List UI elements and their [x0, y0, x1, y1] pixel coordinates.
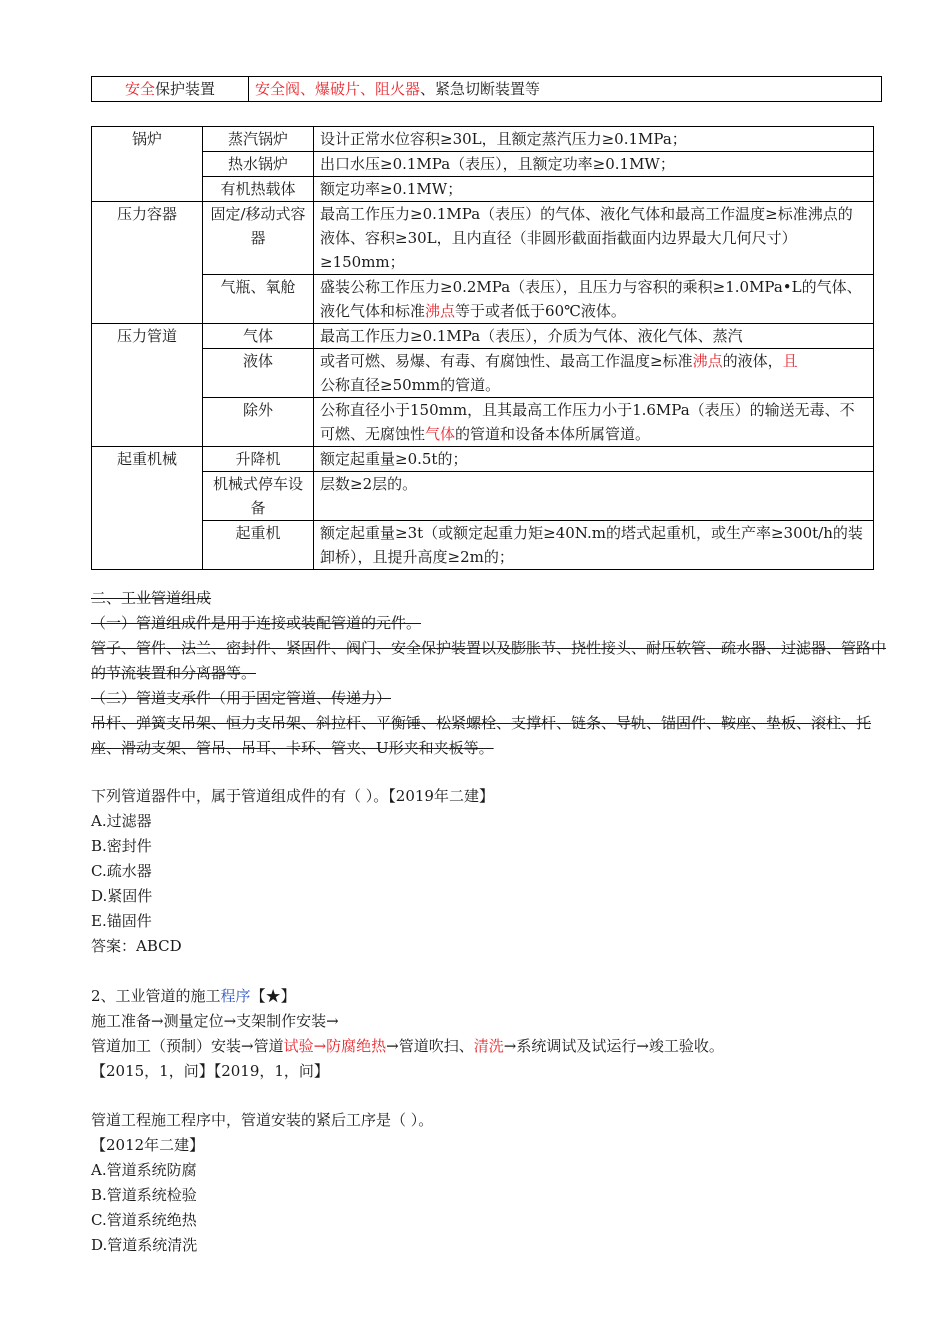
label-red-text: 安全	[124, 80, 155, 98]
question-source: 【2012年二建】	[91, 1136, 205, 1154]
table-row	[92, 349, 874, 398]
desc-cell: 层数≥2层的。	[314, 472, 874, 521]
desc-cell	[314, 275, 874, 324]
option: A.管道系统防腐	[91, 1161, 197, 1179]
table-row	[92, 398, 874, 447]
question-1	[91, 784, 891, 959]
process-line: 施工准备→测量定位→支架制作安装→	[91, 1012, 339, 1030]
category-cell: 起重机械	[92, 447, 203, 570]
special-equipment-table	[91, 126, 874, 570]
process-text: →管道吹扫、	[386, 1037, 474, 1055]
option: D.紧固件	[91, 887, 153, 905]
struck-heading: 二、工业管道组成	[91, 589, 212, 607]
table-row	[92, 521, 874, 570]
type-cell: 热水锅炉	[203, 152, 314, 177]
desc-red-text: 且	[782, 352, 798, 370]
desc-text: 或者可燃、易爆、有毒、有腐蚀性、最高工作温度≥标准	[320, 352, 693, 370]
type-cell: 除外	[203, 398, 314, 447]
table-row	[92, 202, 874, 275]
desc-red-text: 气体	[425, 425, 456, 443]
desc-red-text: 沸点	[692, 352, 723, 370]
type-cell: 蒸汽锅炉	[203, 127, 314, 152]
desc-cell: 出口水压≥0.1MPa（表压），且额定功率≥0.1MW；	[314, 152, 874, 177]
type-cell: 有机热载体	[203, 177, 314, 202]
type-cell: 固定/移动式容器	[203, 202, 314, 275]
category-cell: 锅炉	[92, 127, 203, 202]
label-text: 保护装置	[155, 80, 216, 98]
type-cell: 起重机	[203, 521, 314, 570]
desc-cell: 额定起重量≥0.5t的；	[314, 447, 874, 472]
heading-star-text: 【★】	[250, 987, 296, 1005]
desc-red-text: 沸点	[425, 302, 456, 320]
safety-device-items-cell	[249, 77, 882, 102]
desc-text: 盛装公称工作压力≥0.2MPa（表压），且压力与容积的乘积≥1.0MPa•L的气体、液化气体和标准	[320, 278, 862, 320]
process-text: →系统调试及试运行→竣工验收。	[503, 1037, 724, 1055]
table-row	[92, 152, 874, 177]
desc-text: 等于或者低于60℃液体。	[455, 302, 626, 320]
desc-text: 的液体，	[722, 352, 783, 370]
process-red-text: 试验→防腐绝热	[283, 1037, 387, 1055]
option: E.锚固件	[91, 912, 152, 930]
heading-blue-text: 程序	[220, 987, 251, 1005]
section-heading	[91, 984, 891, 1009]
items-rest-text: 、紧急切断装置等	[420, 80, 541, 98]
process-line	[91, 1034, 891, 1059]
items-red-text: 安全阀、爆破片、阻火器	[255, 80, 421, 98]
question-2	[91, 1108, 891, 1258]
answer: 答案：ABCD	[91, 937, 182, 955]
safety-device-label-cell	[92, 77, 249, 102]
struck-line: 管子、管件、法兰、密封件、紧固件、阀门、安全保护装置以及膨胀节、挠性接头、耐压软管、疏水器、过滤器、管路中的节流装置和分离器等。	[91, 639, 887, 682]
section-2	[91, 984, 891, 1084]
desc-text: 的管道和设备本体所属管道。	[455, 425, 651, 443]
desc-cell	[314, 349, 874, 398]
struck-section	[91, 586, 891, 761]
table-row	[92, 472, 874, 521]
process-red-text: 清洗	[473, 1037, 504, 1055]
type-cell: 升降机	[203, 447, 314, 472]
desc-cell: 最高工作压力≥0.1MPa（表压），介质为气体、液化气体、蒸汽	[314, 324, 874, 349]
option: C.疏水器	[91, 862, 152, 880]
exam-reference: 【2015，1，问】【2019，1，问】	[91, 1062, 329, 1080]
desc-cell: 设计正常水位容积≥30L，且额定蒸汽压力≥0.1MPa；	[314, 127, 874, 152]
option: C.管道系统绝热	[91, 1211, 197, 1229]
category-cell: 压力容器	[92, 202, 203, 324]
type-cell: 机械式停车设备	[203, 472, 314, 521]
type-cell: 液体	[203, 349, 314, 398]
option: A.过滤器	[91, 812, 152, 830]
heading-text: 2、工业管道的施工	[91, 987, 221, 1005]
desc-cell: 额定功率≥0.1MW；	[314, 177, 874, 202]
question-stem: 下列管道器件中，属于管道组成件的有（ ）。【2019年二建】	[91, 787, 494, 805]
question-stem: 管道工程施工程序中，管道安装的紧后工序是（ ）。	[91, 1111, 434, 1129]
table-row	[92, 275, 874, 324]
process-text: 管道加工（预制）安装→管道	[91, 1037, 284, 1055]
table-row	[92, 447, 874, 472]
option: B.密封件	[91, 837, 152, 855]
table-row	[92, 127, 874, 152]
struck-line: （二）管道支承件（用于固定管道、传递力）	[91, 689, 392, 707]
desc-text: 公称直径小于150mm，且其最高工作压力小于1.6MPa（表压）的输送无毒、不可燃、无腐蚀性	[320, 401, 855, 443]
table-row	[92, 324, 874, 349]
type-cell: 气瓶、氧舱	[203, 275, 314, 324]
safety-device-table	[91, 76, 882, 102]
table-row	[92, 77, 882, 102]
type-cell: 气体	[203, 324, 314, 349]
desc-text: 公称直径≥50mm的管道。	[320, 376, 501, 394]
desc-cell: 额定起重量≥3t（或额定起重力矩≥40N.m的塔式起重机，或生产率≥300t/h的装卸桥），且提升高度≥2m的；	[314, 521, 874, 570]
option: B.管道系统检验	[91, 1186, 197, 1204]
category-cell: 压力管道	[92, 324, 203, 447]
desc-cell: 最高工作压力≥0.1MPa（表压）的气体、液化气体和最高工作温度≥标准沸点的液体、容积≥30L，且内直径（非圆形截面指截面内边界最大几何尺寸）≥150mm；	[314, 202, 874, 275]
struck-line: （一）管道组成件是用于连接或装配管道的元件。	[91, 614, 422, 632]
option: D.管道系统清洗	[91, 1236, 198, 1254]
table-row	[92, 177, 874, 202]
desc-cell	[314, 398, 874, 447]
struck-line: 吊杆、弹簧支吊架、恒力支吊架、斜拉杆、平衡锤、松紧螺栓、支撑杆、链条、导轨、锚固件、鞍座、垫板、滚柱、托座、滑动支架、管吊、吊耳、卡环、管夹、U形夹和夹板等。	[91, 714, 872, 757]
